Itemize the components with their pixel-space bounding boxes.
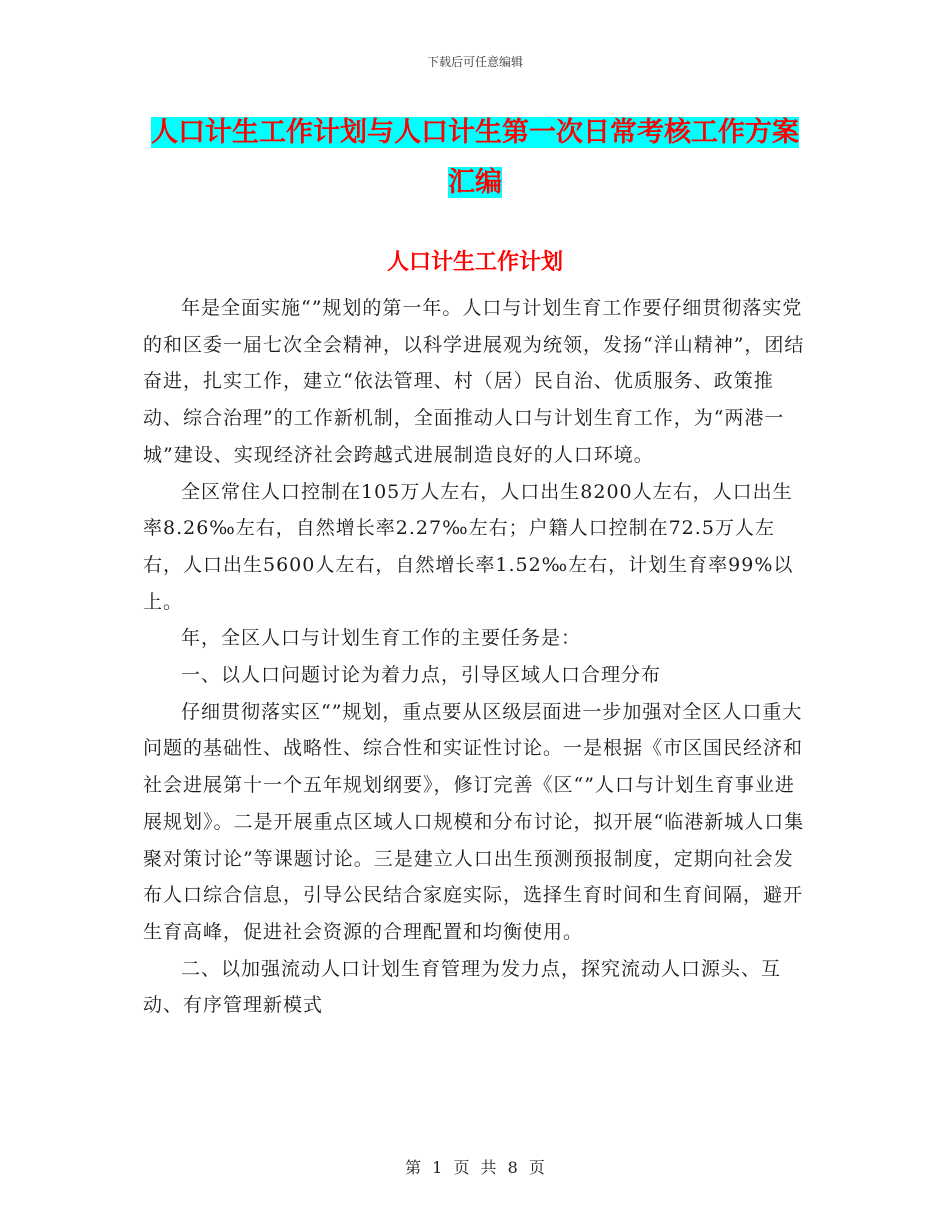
section-title: 人口计生工作计划 [386, 250, 563, 275]
page-header-note: 下载后可任意编辑 [426, 55, 523, 69]
document-body [143, 290, 808, 1024]
paragraph: 仔细贯彻落实区“”规划，重点要从区级层面进一步加强对全区人口重大问题的基础性、战略性、综合性和实证性讨论。一是根据《市区国民经济和社会进展第十一个五年规划纲要》，修订完善《区“”人口与计划生育事业进展规划》。二是开展重点区域人口规模和分布讨论，拟开展“临港新城人口集聚对策讨论”等课题讨论。三是建立人口出生预测预报制度，定期向社会发布人口综合信息，引导公民结合家庭实际，选择生育时间和生育间隔，避开生育高峰，促进社会资源的合理配置和均衡使用。 [143, 700, 805, 943]
page-footer: 第 1 页 共 8 页 [405, 1158, 545, 1177]
paragraph: 二、以加强流动人口计划生育管理为发力点，探究流动人口源头、互动、有序管理新模式 [143, 957, 782, 1017]
paragraph: 一、以人口问题讨论为着力点，引导区域人口合理分布 [181, 664, 662, 687]
paragraph: 年，全区人口与计划生育工作的主要任务是： [181, 627, 582, 650]
paragraph: 全区常住人口控制在105万人左右，人口出生8200人左右，人口出生率8.26‰左右，自然增长率2.27‰左右；户籍人口控制在72.5万人左右，人口出生5600人左右，自然增长率1.52‰左右，计划生育率99%以上。 [143, 480, 794, 613]
document-title-text: 人口计生工作计划与人口计生第一次日常考核工作方案汇编 [151, 117, 799, 198]
paragraph: 年是全面实施“”规划的第一年。人口与计划生育工作要仔细贯彻落实党的和区委一届七次全会精神，以科学进展观为统领，发扬“洋山精神”，团结奋进，扎实工作，建立“依法管理、村（居）民自治、优质服务、政策推动、综合治理”的工作新机制，全面推动人口与计划生育工作，为“两港一城”建设、实现经济社会跨越式进展制造良好的人口环境。 [143, 297, 805, 466]
document-title [140, 108, 810, 208]
